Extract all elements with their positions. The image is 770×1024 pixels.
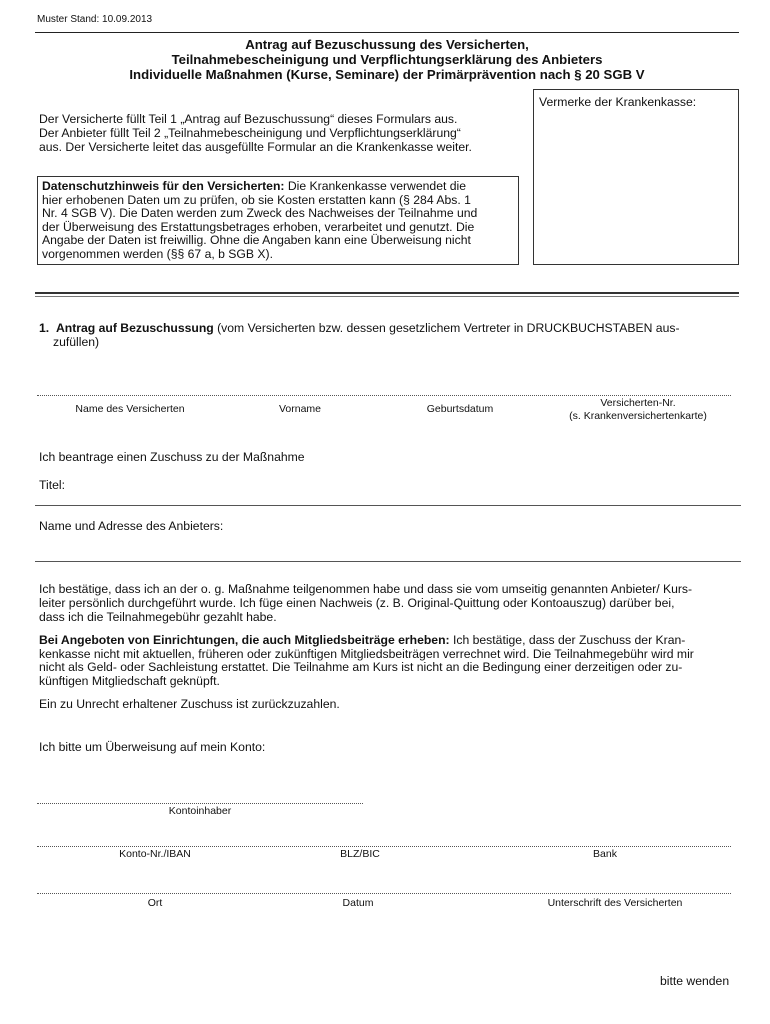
datenschutz-line-3: Nr. 4 SGB V). Die Daten werden zum Zweck des Nachweises der Teilnahme und [42,206,478,221]
header-rule [35,32,739,33]
anbieter-line[interactable] [35,561,741,562]
mitglied-text [39,634,739,688]
anbieter-label: Name und Adresse des Anbieters: [39,519,224,533]
bank-label: Bank [593,848,617,860]
versichertennr-line-1: Versicherten-Nr. [600,397,676,409]
mitglied-line-2: kenkasse nicht mit aktuellen, früheren oder zukünftigen Mitgliedsbeiträgen verrechnet wird. Die Teilnahmegebühr wird mir [39,646,694,661]
vermerke-label: Vermerke der Krankenkasse: [539,95,697,109]
versichertennr-line-2: (s. Krankenversichertenkarte) [569,410,707,422]
person-fields-line[interactable] [37,395,731,396]
datenschutz-heading: Datenschutzhinweis für den Versicherten: [42,179,285,193]
vermerke-box[interactable] [533,89,739,265]
form-title [35,37,739,82]
titel-label: Titel: [39,478,65,492]
stand-date: Muster Stand: 10.09.2013 [37,14,153,25]
mitglied-line-3: nicht als Geld- oder Sachleistung erstattet. Die Teilnahme am Kurs ist nicht an die Bedingung einer derzeitigen oder zu- [39,660,683,675]
kontoinhaber-label: Kontoinhaber [168,805,232,817]
signature-line[interactable] [37,893,731,894]
kontoinhaber-line[interactable] [37,803,363,804]
section1-heading [39,321,739,349]
datenschutz-line-4: der Überweisung des Erstattungsbetrages erhoben, verarbeitet und genutzt. Die [42,219,475,234]
section1-number: 1. [39,321,50,335]
section1-title: Antrag auf Bezuschussung [55,321,214,335]
section1-instruction: (vom Versicherten bzw. dessen gesetzlichem Vertreter in DRUCKBUCHSTABEN aus- [213,321,680,335]
bestaetigung-line-2: leiter persönlich durchgeführt wurde. Ich füge einen Nachweis (z. B. Original-Quittung oder Kontoauszug) darüber bei, [39,595,675,610]
mitglied-line-4: künftigen Mitgliedschaft geknüpft. [39,673,220,688]
ort-label: Ort [147,897,163,909]
intro-text [39,112,529,154]
bitte-wenden: bitte wenden [660,974,730,988]
intro-line-3: aus. Der Versicherte leitet das ausgefüllte Formular an die Krankenkasse weiter. [39,140,472,154]
title-line-2: Teilnahmebescheinigung und Verpflichtungserklärung des Anbieters [171,52,603,67]
rueckzahlung-text: Ein zu Unrecht erhaltener Zuschuss ist zurückzuzahlen. [39,697,340,711]
titel-line[interactable] [35,505,741,506]
datenschutz-line-6: vorgenommen werden (§§ 67 a, b SGB X). [42,246,274,261]
datenschutz-line-2: hier erhobenen Daten um zu prüfen, ob sie Kosten erstatten kann (§ 284 Abs. 1 [42,192,471,207]
mitglied-line-1: Ich bestätige, dass der Zuschuss der Kran- [449,633,686,647]
datenschutz-line-1: Die Krankenkasse verwendet die [284,179,467,193]
title-line-1: Antrag auf Bezuschussung des Versicherten, [245,37,529,52]
intro-line-2: Der Anbieter füllt Teil 2 „Teilnahmebescheinigung und Verpflichtungserklärung“ [39,126,461,140]
section1-instruction-cont: zufüllen) [53,335,100,349]
geburtsdatum-label: Geburtsdatum [426,403,494,415]
datenschutz-text [42,180,516,262]
section-separator [35,292,739,294]
ueberweisung-text: Ich bitte um Überweisung auf mein Konto: [39,740,266,754]
intro-line-1: Der Versicherte füllt Teil 1 „Antrag auf Bezuschussung“ dieses Formulars aus. [39,112,458,126]
datenschutz-line-5: Angabe der Daten ist freiwillig. Ohne die Angaben kann eine Überweisung nicht [42,233,471,248]
kontonr-label: Konto-Nr./IBAN [119,848,191,860]
unterschrift-label: Unterschrift des Versicherten [547,897,683,909]
bestaetigung-line-1: Ich bestätige, dass ich an der o. g. Maßnahme teilgenommen habe und dass sie vom umseitig genannten Anbieter/ Kurs- [39,582,693,596]
bestaetigung-line-3: dass ich die Teilnahmegebühr gezahlt habe. [39,609,277,624]
section-separator-thin [35,296,739,297]
versichertennr-label [553,397,723,423]
mitglied-heading: Bei Angeboten von Einrichtungen, die auch Mitgliedsbeiträge erheben: [39,633,450,647]
vorname-label: Vorname [278,403,322,415]
blz-label: BLZ/BIC [340,848,380,860]
datum-label: Datum [342,897,374,909]
antrag-text: Ich beantrage einen Zuschuss zu der Maßnahme [39,450,305,464]
title-line-3: Individuelle Maßnahmen (Kurse, Seminare) der Primärprävention nach § 20 SGB V [129,67,645,82]
konto-line[interactable] [37,846,731,847]
name-label: Name des Versicherten [75,403,185,415]
bestaetigung-text [39,583,739,624]
